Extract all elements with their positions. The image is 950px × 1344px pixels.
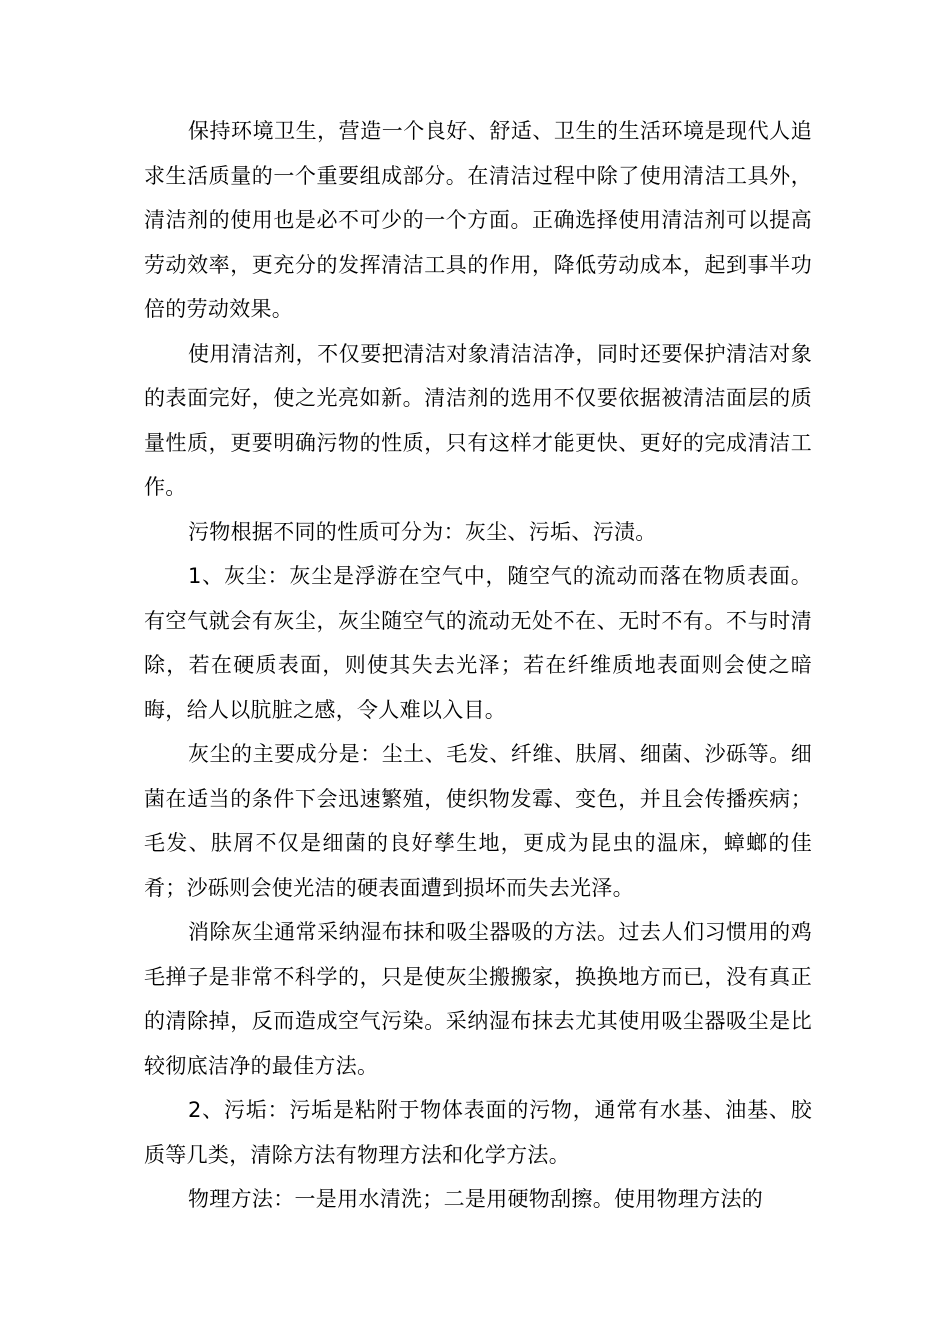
paragraph: 2、污垢：污垢是粘附于物体表面的污物，通常有水基、油基、胶质等几类，清除方法有物理方法和化学方法。: [144, 1098, 812, 1167]
paragraph: 保持环境卫生，营造一个良好、舒适、卫生的生活环境是现代人追求生活质量的一个重要组成部分。在清洁过程中除了使用清洁工具外，清洁剂的使用也是必不可少的一个方面。正确选择使用清洁剂可以提高劳动效率，更充分的发挥清洁工具的作用，降低劳动成本，起到事半功倍的劳动效果。: [144, 119, 812, 321]
paragraph: 灰尘的主要成分是：尘土、毛发、纤维、肤屑、细菌、沙砾等。细菌在适当的条件下会迅速繁殖，使织物发霉、变色，并且会传播疾病；毛发、肤屑不仅是细菌的良好孳生地，更成为昆虫的温床，蟑螂的佳肴；沙砾则会使光洁的硬表面遭到损坏而失去光泽。: [144, 742, 812, 900]
paragraph: 使用清洁剂，不仅要把清洁对象清洁洁净，同时还要保护清洁对象的表面完好，使之光亮如新。清洁剂的选用不仅要依据被清洁面层的质量性质，更要明确污物的性质，只有这样才能更快、更好的完成清洁工作。: [144, 341, 812, 499]
paragraph: 1、灰尘：灰尘是浮游在空气中，随空气的流动而落在物质表面。有空气就会有灰尘，灰尘随空气的流动无处不在、无时不有。不与时清除，若在硬质表面，则使其失去光泽；若在纤维质地表面则会使之暗晦，给人以肮脏之感，令人难以入目。: [144, 564, 812, 722]
document-body: [144, 109, 812, 1222]
paragraph: 消除灰尘通常采纳湿布抹和吸尘器吸的方法。过去人们习惯用的鸡毛掸子是非常不科学的，只是使灰尘搬搬家，换换地方而已，没有真正的清除掉，反而造成空气污染。采纳湿布抹去尤其使用吸尘器吸尘是比较彻底洁净的最佳方法。: [144, 920, 812, 1078]
paragraph: 物理方法：一是用水清洗；二是用硬物刮擦。使用物理方法的: [188, 1187, 764, 1211]
paragraph: 污物根据不同的性质可分为：灰尘、污垢、污渍。: [188, 519, 657, 544]
